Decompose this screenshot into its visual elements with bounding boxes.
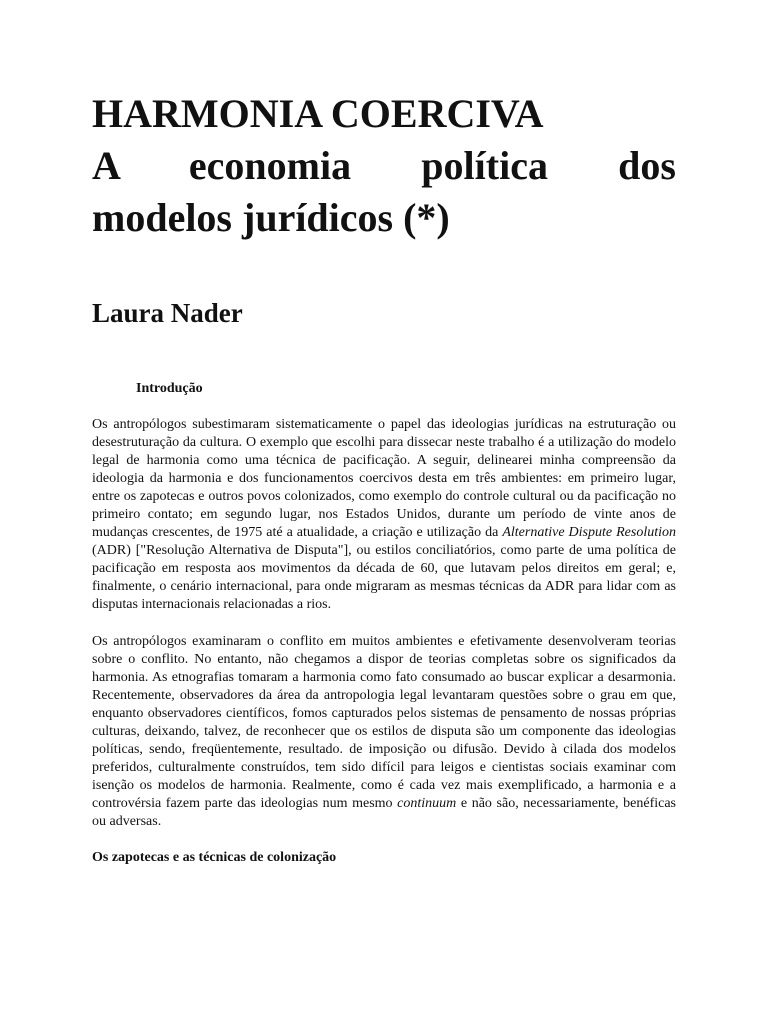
paragraph-1-italic-term: Alternative Dispute Resolution [502,525,676,541]
introduction-heading: Introdução [136,381,203,396]
author-name: Laura Nader [92,298,243,328]
title-line-1: HARMONIA COERCIVA [92,91,544,136]
intro-paragraph-1 [92,416,676,615]
paragraph-1-text-a: Os antropólogos subestimaram sistematicamente o papel das ideologias jurídicas na estruturação ou desestruturação da cultura. O exemplo que escolhi para dissecar neste trabalho é a utilização do modelo legal de harmonia como uma técnica de pacificação. A seguir, delinearei minha compreensão da ideologia da harmonia e dos funcionamentos coercivos desta em três ambientes: em primeiro lugar, entre os zapotecas e outros povos colonizados, como exemplo do controle cultural ou da pacificação no primeiro contato; em segundo lugar, nos Estados Unidos, durante um período de vinte anos de mudanças crescentes, de 1975 até a atualidade, a criação e utilização da [92,417,676,541]
paragraph-1-text-b: (ADR) ["Resolução Alternativa de Disputa"], ou estilos conciliatórios, como parte de uma política de pacificação em resposta aos movimentos da década de 60, que lutavam pelos direitos em geral; e, finalmente, o cenário internacional, para onde migraram as mesmas técnicas da ADR para lidar com as disputas internacionais relacionadas a rios. [92,543,676,613]
intro-paragraph-2 [92,633,676,832]
zapotec-section-heading: Os zapotecas e as técnicas de colonização [92,850,337,866]
paragraph-2-italic-term: continuum [397,795,457,811]
title-line-3: modelos jurídicos (*) [92,195,450,240]
document-title [92,88,676,244]
paragraph-2-text-a: Os antropólogos examinaram o conflito em muitos ambientes e efetivamente desenvolveram teorias sobre o conflito. No entanto, não chegamos a dispor de teorias completas sobre os significados da harmonia. As etnografias tomaram a harmonia como fato consumado ao buscar explicar a desarmonia. Recentemente, observadores da área da antropologia legal levantaram questões sobre o grau em que, enquanto observadores científicos, fomos capturados pelos sistemas de pensamento de nossas próprias culturas, deixando, talvez, de reconhecer que os estilos de disputa são um componente das ideologias políticas, sendo, freqüentemente, resultado. de imposição ou difusão. Devido à cilada dos modelos preferidos, culturalmente construídos, tem sido difícil para leigos e cientistas sociais examinar com isenção os modelos de harmonia. Realmente, como é cada vez mais exemplificado, a harmonia e a controvérsia fazem parte das ideologias num mesmo [92,633,676,811]
paragraph-2-text-b: e não são, necessariamente, benéficas ou adversas. [92,795,676,829]
title-line-2: A economia política dos [92,143,676,188]
